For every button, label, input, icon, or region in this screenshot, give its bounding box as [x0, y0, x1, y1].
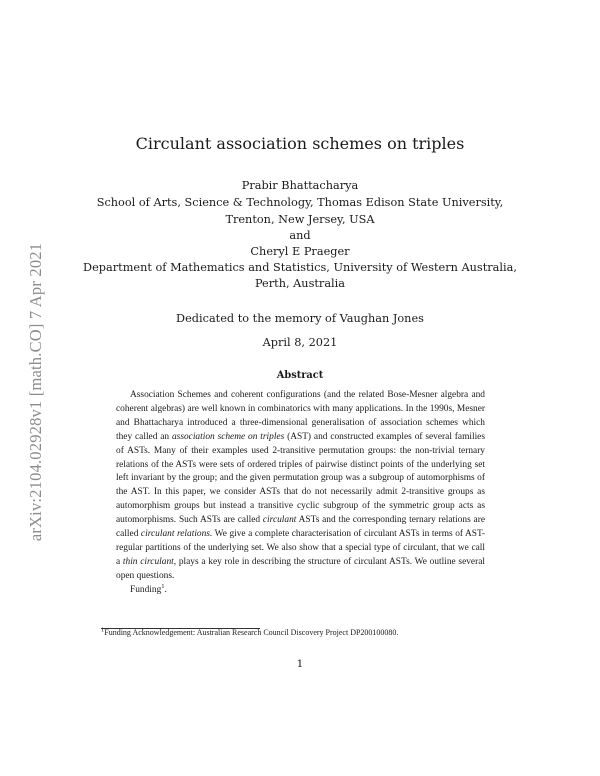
author-affiliation-2-line-2: Perth, Australia — [254, 277, 346, 290]
footnote-text: Funding Acknowledgement: Australian Research Council Discovery Project DP200100080. — [104, 628, 399, 637]
dedication: Dedicated to the memory of Vaughan Jones — [176, 312, 424, 325]
abstract-paragraph — [116, 389, 485, 584]
page-number: 1 — [296, 658, 304, 670]
author-affiliation-1-line-2: Trenton, New Jersey, USA — [225, 213, 375, 226]
author-name-2: Cheryl E Praeger — [250, 245, 350, 258]
funding-label: Funding — [130, 584, 162, 595]
abstract-emphasis: association scheme on triples — [171, 431, 285, 442]
abstract-emphasis: circulant — [262, 515, 297, 526]
footnote — [101, 628, 521, 637]
abstract-emphasis: thin circulant — [122, 556, 174, 567]
paper-date: April 8, 2021 — [262, 336, 338, 349]
abstract-heading: Abstract — [276, 370, 324, 381]
abstract-text: , plays a key role in describing the structure of circulant ASTs. We outline several open questions. — [116, 556, 485, 581]
author-conjunction: and — [289, 229, 311, 242]
arxiv-identifier-stamp: arXiv:2104.02928v1 [math.CO] 7 Apr 2021 — [26, 242, 45, 542]
footnote-number: 1 — [101, 626, 105, 634]
author-affiliation-1-line-1: School of Arts, Science & Technology, Thomas Edison State University, — [96, 196, 504, 209]
abstract-body — [116, 389, 485, 598]
abstract-text: (AST) and constructed examples of several families of ASTs. Many of their examples used 2-transitive permutation groups: the non-trivial ternary relations of the ASTs were sets of ordered triples of pairwise distinct points of the underlying set left invariant by the group; and the given permutation group was a subgroup of automorphisms of the AST. In this paper, we consider ASTs that do not necessarily admit 2-transitive groups as automorphism groups but instead a transitive cyclic subgroup of the symmetric group acts as automorphisms. Such ASTs are called — [116, 431, 485, 526]
funding-line: Funding$^1$. — [130, 582, 167, 595]
abstract-emphasis: circulant relations. — [140, 529, 213, 540]
footnote-marker: 1 — [161, 582, 165, 590]
paper-title: Circulant association schemes on triples — [135, 134, 465, 153]
abstract-text: We give a complete characterisation of circulant ASTs in terms of AST-regular partitions of the underlying set. We also show that a special type of circulant, that we call a — [116, 529, 485, 567]
abstract-text: Association Schemes and coherent configurations (and the related Bose-Mesner algebra and coherent algebras) are well known in combinatorics with many applications. In the 1990s, Mesner and Bhattacharya introduced a three-dimensional generalisation of association schemes which they called an — [116, 390, 485, 442]
author-affiliation-2-line-1: Department of Mathematics and Statistics, University of Western Australia, — [83, 261, 517, 274]
abstract-text: ASTs and the corresponding ternary relations are called — [116, 515, 485, 540]
author-name-1: Prabir Bhattacharya — [241, 179, 359, 192]
